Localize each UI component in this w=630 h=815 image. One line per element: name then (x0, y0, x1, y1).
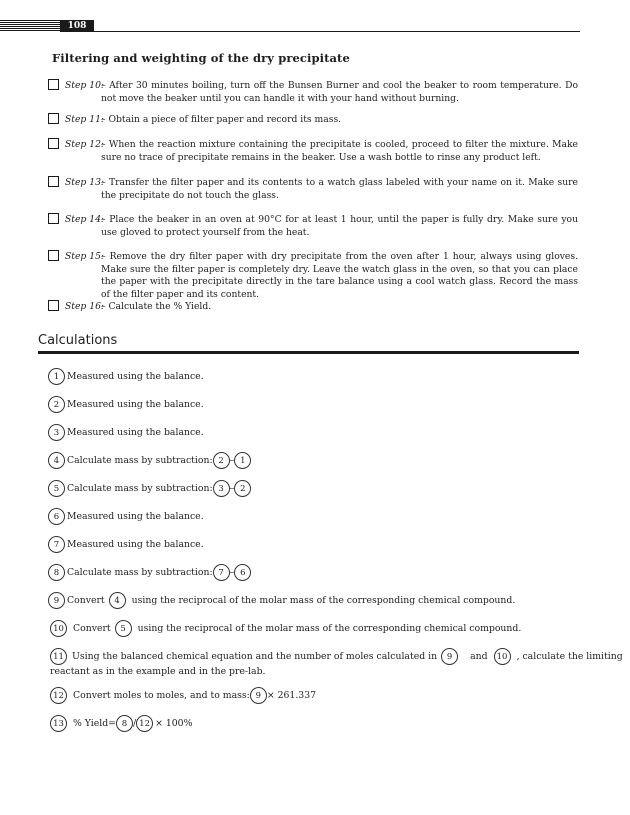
calc-text-continued: reactant as in the example and in the pre-lab. (50, 666, 266, 677)
factor-text: × 100% (155, 717, 193, 729)
calc-text: Calculate mass by subtraction: (67, 482, 213, 494)
minus-sign: – (229, 454, 235, 466)
calc-item-7 (48, 536, 580, 553)
calc-text: , calculate the limiting (516, 650, 623, 662)
step-label: Step 11: (65, 114, 105, 125)
header-rule (94, 31, 580, 32)
and-text: and (470, 650, 488, 662)
calc-item-12 (48, 687, 580, 704)
calc-text: Measured using the balance. (67, 398, 204, 410)
ref-circle: 7 (213, 564, 230, 581)
calc-item-1 (48, 368, 580, 385)
page-number: 108 (60, 20, 94, 32)
step-label: Step 15: (65, 251, 105, 262)
calc-text: using the reciprocal of the molar mass of the corresponding chemical compound. (137, 622, 522, 634)
calc-item-6 (48, 508, 580, 525)
number-circle: 5 (48, 480, 65, 497)
calc-text: Convert moles to moles, and to mass: (73, 689, 250, 701)
minus-sign: – (229, 566, 235, 578)
convert-label: Convert (73, 622, 111, 634)
calc-item-10 (48, 620, 580, 637)
minus-sign: – (229, 482, 235, 494)
number-circle: 9 (48, 592, 65, 609)
ref-circle: 6 (234, 564, 251, 581)
header-decoration (0, 20, 60, 32)
factor-text: × 261.337 (266, 689, 317, 701)
ref-circle: 10 (494, 648, 511, 665)
calc-text: Measured using the balance. (67, 370, 204, 382)
slash-sign: / (132, 717, 137, 729)
section-title: Filtering and weighting of the dry precipitate (52, 51, 350, 65)
step-text: – Obtain a piece of filter paper and record its mass. (101, 114, 342, 125)
number-circle: 7 (48, 536, 65, 553)
ref-circle: 2 (234, 480, 251, 497)
checkbox[interactable] (48, 213, 59, 224)
checkbox[interactable] (48, 138, 59, 149)
number-circle: 2 (48, 396, 65, 413)
calc-item-3 (48, 424, 580, 441)
number-circle: 3 (48, 424, 65, 441)
calc-text: Calculate mass by subtraction: (67, 454, 213, 466)
ref-circle: 12 (136, 715, 153, 732)
calc-item-8 (48, 564, 580, 581)
ref-circle: 1 (234, 452, 251, 469)
step-text: – Calculate the % Yield. (101, 301, 212, 312)
calculations-heading: Calculations (38, 333, 118, 348)
calc-text: Using the balanced chemical equation and the number of moles calculated in (72, 650, 438, 662)
number-circle: 10 (50, 620, 67, 637)
calc-text: Measured using the balance. (67, 538, 204, 550)
step-text: – Remove the dry filter paper with dry precipitate from the oven after 1 hour, always using gloves. Make sure the filter paper is completely dry. Leave the watch glass in the oven, so that you can place the paper with the precipitate directly in the tare balance using a cool watch glass. Record the mass of the filter paper and its content. (101, 251, 578, 300)
step-text: – Place the beaker in an oven at 90°C for at least 1 hour, until the paper is fully dry. Make sure you use gloved to protect yourself from the heat. (101, 214, 578, 238)
ref-circle: 4 (109, 592, 126, 609)
checkbox[interactable] (48, 176, 59, 187)
number-circle: 8 (48, 564, 65, 581)
convert-label: Convert (67, 594, 105, 606)
step-text: – After 30 minutes boiling, turn off the Bunsen Burner and cool the beaker to room temperature. Do not move the beaker until you can handle it with your hand without burning. (101, 80, 578, 104)
calc-text: Measured using the balance. (67, 426, 204, 438)
number-circle: 1 (48, 368, 65, 385)
ref-circle: 3 (213, 480, 230, 497)
calc-item-2 (48, 396, 580, 413)
number-circle: 12 (50, 687, 67, 704)
ref-circle: 5 (115, 620, 132, 637)
calc-text: % Yield= (73, 717, 116, 729)
calc-text: Measured using the balance. (67, 510, 204, 522)
calc-item-5 (48, 480, 580, 497)
number-circle: 6 (48, 508, 65, 525)
calc-item-4 (48, 452, 580, 469)
number-circle: 4 (48, 452, 65, 469)
checkbox[interactable] (48, 300, 59, 311)
checkbox[interactable] (48, 250, 59, 261)
number-circle: 11 (50, 648, 67, 665)
ref-circle: 8 (116, 715, 133, 732)
ref-circle: 9 (441, 648, 458, 665)
ref-circle: 2 (213, 452, 230, 469)
step-text: – When the reaction mixture containing the precipitate is cooled, proceed to filter the mixture. Make sure no trace of precipitate remains in the beaker. Use a wash bottle to rinse any product left. (101, 139, 578, 163)
step-label: Step 12: (65, 139, 105, 150)
step-label: Step 14: (65, 214, 105, 225)
calc-item-9 (48, 592, 580, 609)
step-label: Step 16: (65, 301, 105, 312)
calc-item-11 (48, 648, 623, 678)
checkbox[interactable] (48, 79, 59, 90)
number-circle: 13 (50, 715, 67, 732)
step-label: Step 13: (65, 177, 105, 188)
calc-item-13 (48, 715, 580, 732)
heading-rule (38, 351, 579, 354)
step-label: Step 10: (65, 80, 105, 91)
step-text: – Transfer the filter paper and its contents to a watch glass labeled with your name on it. Make sure the precipitate do not touch the glass. (101, 177, 578, 201)
calc-text: using the reciprocal of the molar mass of the corresponding chemical compound. (131, 594, 516, 606)
calc-text: Calculate mass by subtraction: (67, 566, 213, 578)
ref-circle: 9 (250, 687, 267, 704)
checkbox[interactable] (48, 113, 59, 124)
